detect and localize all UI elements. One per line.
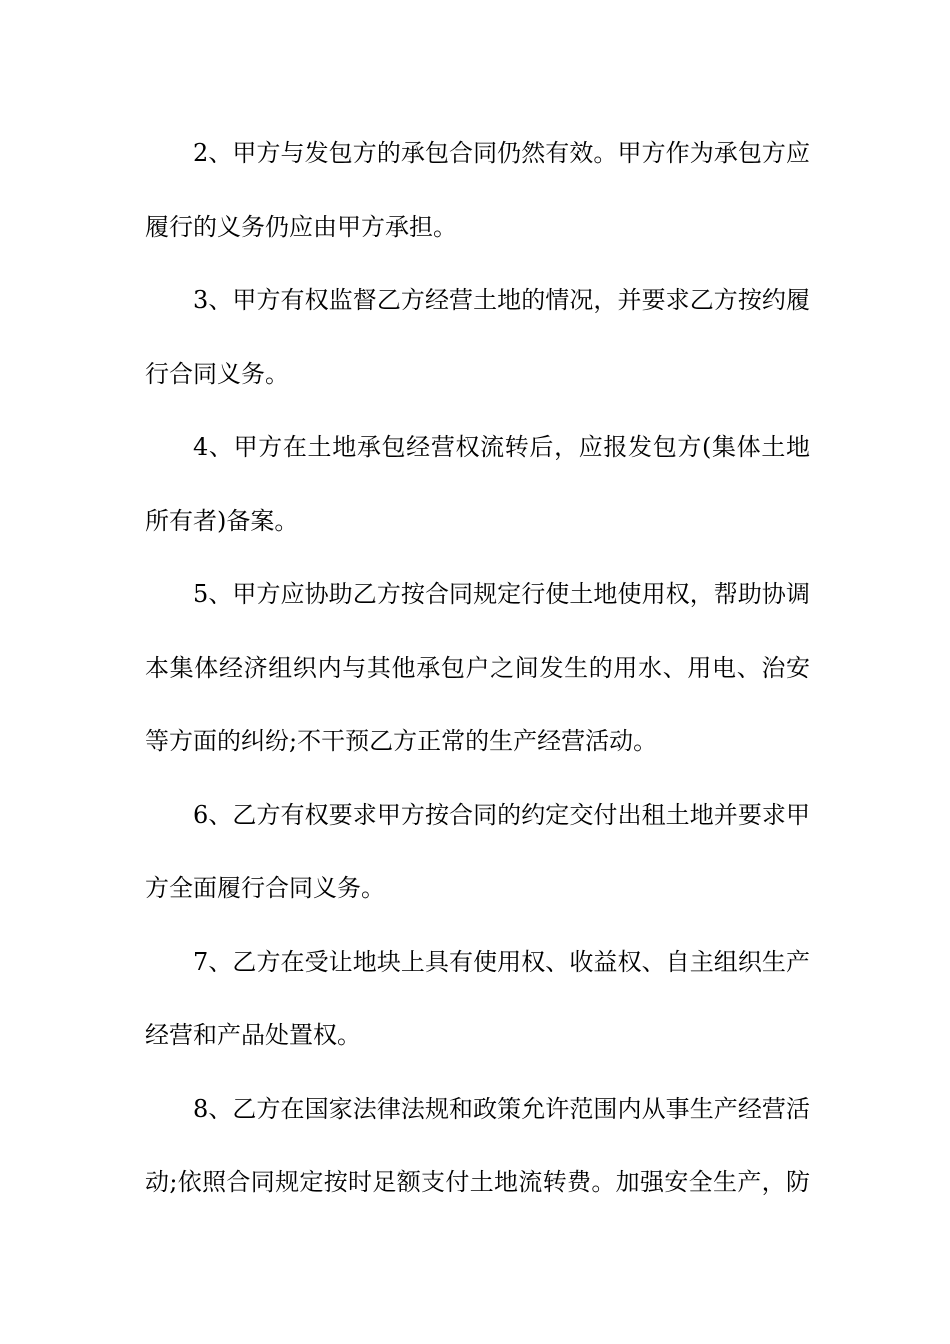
- clause-2-line-1: 2、甲方与发包方的承包合同仍然有效。甲方作为承包方应: [193, 139, 810, 167]
- clause-6-line-1: 6、乙方有权要求甲方按合同的约定交付出租土地并要求甲: [193, 800, 810, 829]
- document-body: [145, 117, 810, 1220]
- clause-5-line-2: 本集体经济组织内与其他承包户之间发生的用水、用电、治安: [145, 653, 810, 682]
- clause-7-line-1: 7、乙方在受让地块上具有使用权、收益权、自主组织生产: [193, 947, 810, 976]
- clause-5-line-3: 等方面的纠纷;不干预乙方正常的生产经营活动。: [145, 727, 658, 755]
- clause-8-line-2: 动;依照合同规定按时足额支付土地流转费。加强安全生产，防: [145, 1168, 810, 1196]
- clause-2-line-2: 履行的义务仍应由甲方承担。: [145, 212, 457, 241]
- clause-8-line-1: 8、乙方在国家法律法规和政策允许范围内从事生产经营活: [193, 1094, 810, 1123]
- clause-5-line-1: 5、甲方应协助乙方按合同规定行使土地使用权，帮助协调: [193, 580, 810, 608]
- clause-4-line-1: 4、甲方在土地承包经营权流转后，应报发包方(集体土地: [193, 433, 810, 461]
- clause-3-line-1: 3、甲方有权监督乙方经营土地的情况，并要求乙方按约履: [193, 286, 810, 314]
- clause-6-line-2: 方全面履行合同义务。: [145, 874, 385, 902]
- clause-4-line-2: 所有者)备案。: [145, 506, 299, 535]
- clause-7-line-2: 经营和产品处置权。: [145, 1021, 361, 1049]
- clause-3-line-2: 行合同义务。: [145, 359, 289, 388]
